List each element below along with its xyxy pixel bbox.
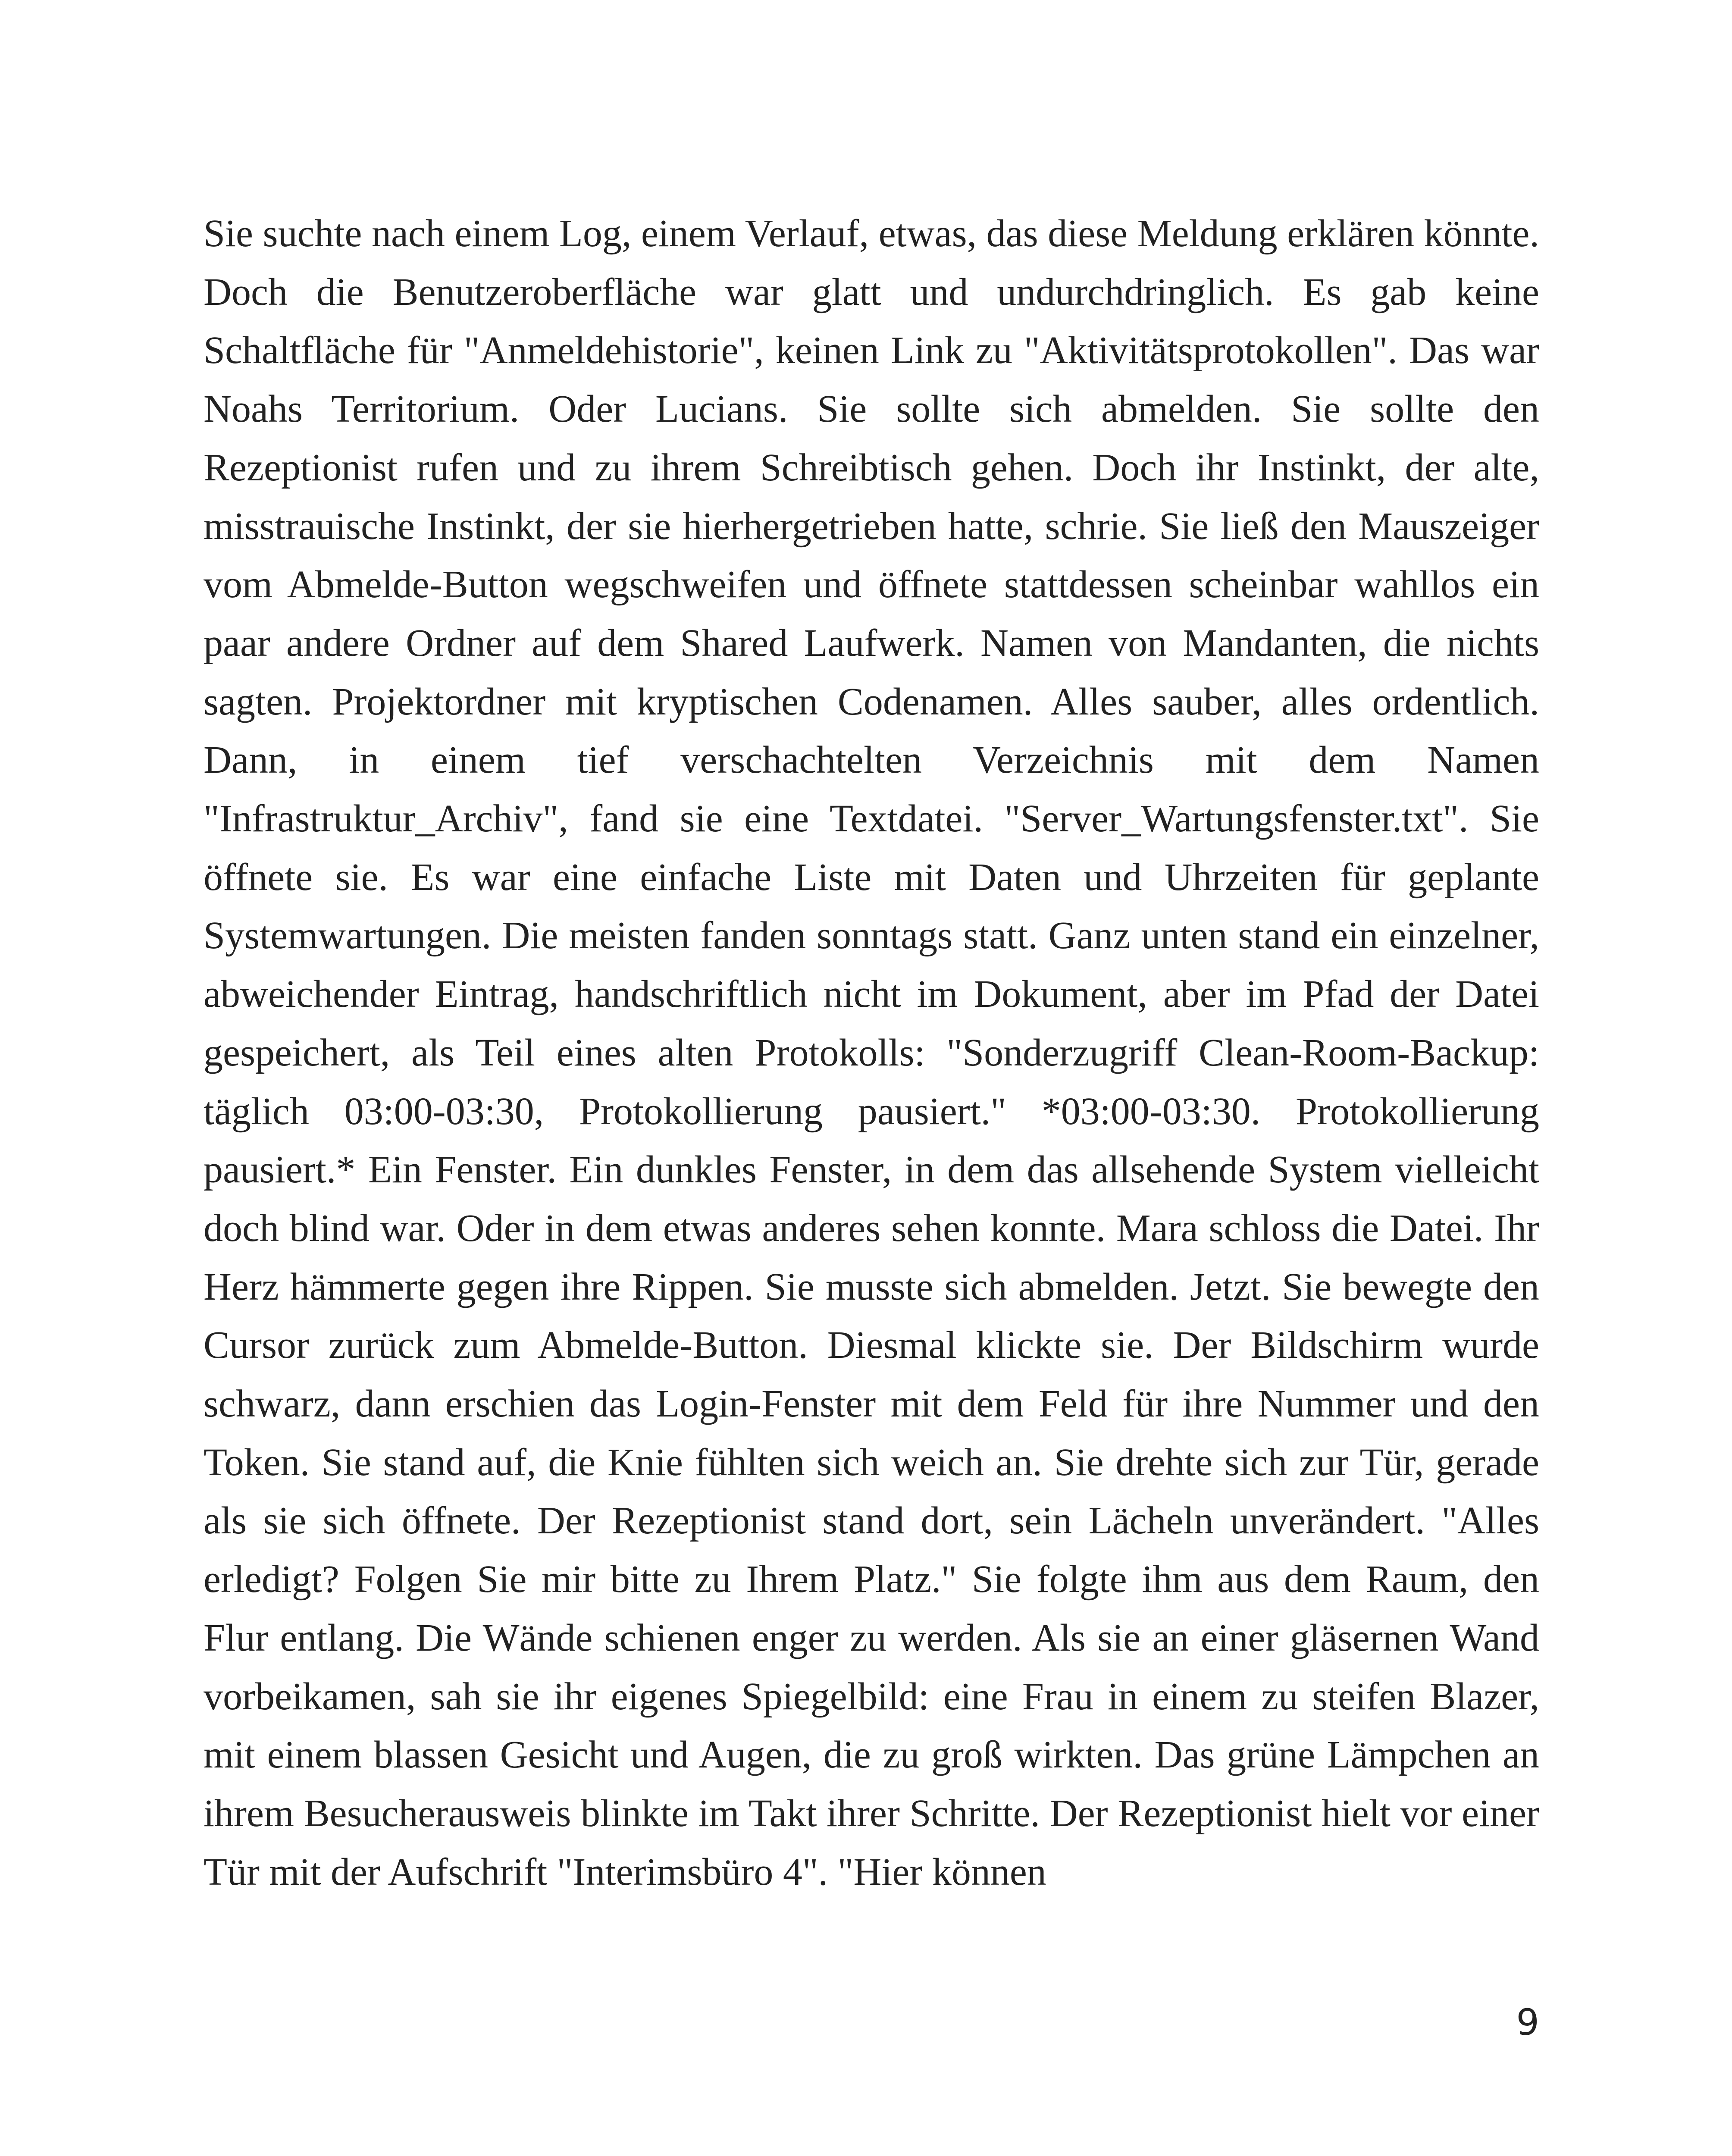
- page-number: 9: [1516, 2001, 1539, 2043]
- body-paragraph: Sie suchte nach einem Log, einem Verlauf, etwas, das diese Meldung erklären könnte. Doch die Benutzeroberfläche war glatt und undurchdringlich. Es gab keine Schaltfläche für "Anmeldehistorie", keinen Link zu "Aktivitätsprotokollen". Das war Noahs Territorium. Oder Lucians. Sie sollte sich abmelden. Sie sollte den Rezeptionist rufen und zu ihrem Schreibtisch gehen. Doch ihr Instinkt, der alte, misstrauische Instinkt, der sie hierhergetrieben hatte, schrie. Sie ließ den Mauszeiger vom Abmelde-Button wegschweifen und öffnete stattdessen scheinbar wahllos ein paar andere Ordner auf dem Shared Laufwerk. Namen von Mandanten, die nichts sagten. Projektordner mit kryptischen Codenamen. Alles sauber, alles ordentlich. Dann, in einem tief verschachtelten Verzeichnis mit dem Namen "Infrastruktur_Archiv", fand sie eine Textdatei. "Server_Wartungsfenster.txt". Sie öffnete sie. Es war eine einfache Liste mit Daten und Uhrzeiten für geplante Systemwartungen. Die meisten fanden sonntags statt. Ganz unten stand ein einzelner, abweichender Eintrag, handschriftlich nicht im Dokument, aber im Pfad der Datei gespeichert, als Teil eines alten Protokolls: "Sonderzugriff Clean-Room-Backup: täglich 03:00-03:30, Protokollierung pausiert." *03:00-03:30. Protokollierung pausiert.* Ein Fenster. Ein dunkles Fenster, in dem das allsehende System vielleicht doch blind war. Oder in dem etwas anderes sehen konnte. Mara schloss die Datei. Ihr Herz hämmerte gegen ihre Rippen. Sie musste sich abmelden. Jetzt. Sie bewegte den Cursor zurück zum Abmelde-Button. Diesmal klickte sie. Der Bildschirm wurde schwarz, dann erschien das Login-Fenster mit dem Feld für ihre Nummer und den Token. Sie stand auf, die Knie fühlten sich weich an. Sie drehte sich zur Tür, gerade als sie sich öffnete. Der Rezeptionist stand dort, sein Lächeln unverändert. "Alles erledigt? Folgen Sie mir bitte zu Ihrem Platz." Sie folgte ihm aus dem Raum, den Flur entlang. Die Wände schienen enger zu werden. Als sie an einer gläsernen Wand vorbeikamen, sah sie ihr eigenes Spiegelbild: eine Frau in einem zu steifen Blazer, mit einem blassen Gesicht und Augen, die zu groß wirkten. Das grüne Lämpchen an ihrem Besucherausweis blinkte im Takt ihrer Schritte. Der Rezeptionist hielt vor einer Tür mit der Aufschrift "Interimsbüro 4". "Hier können: [204, 212, 1539, 1893]
